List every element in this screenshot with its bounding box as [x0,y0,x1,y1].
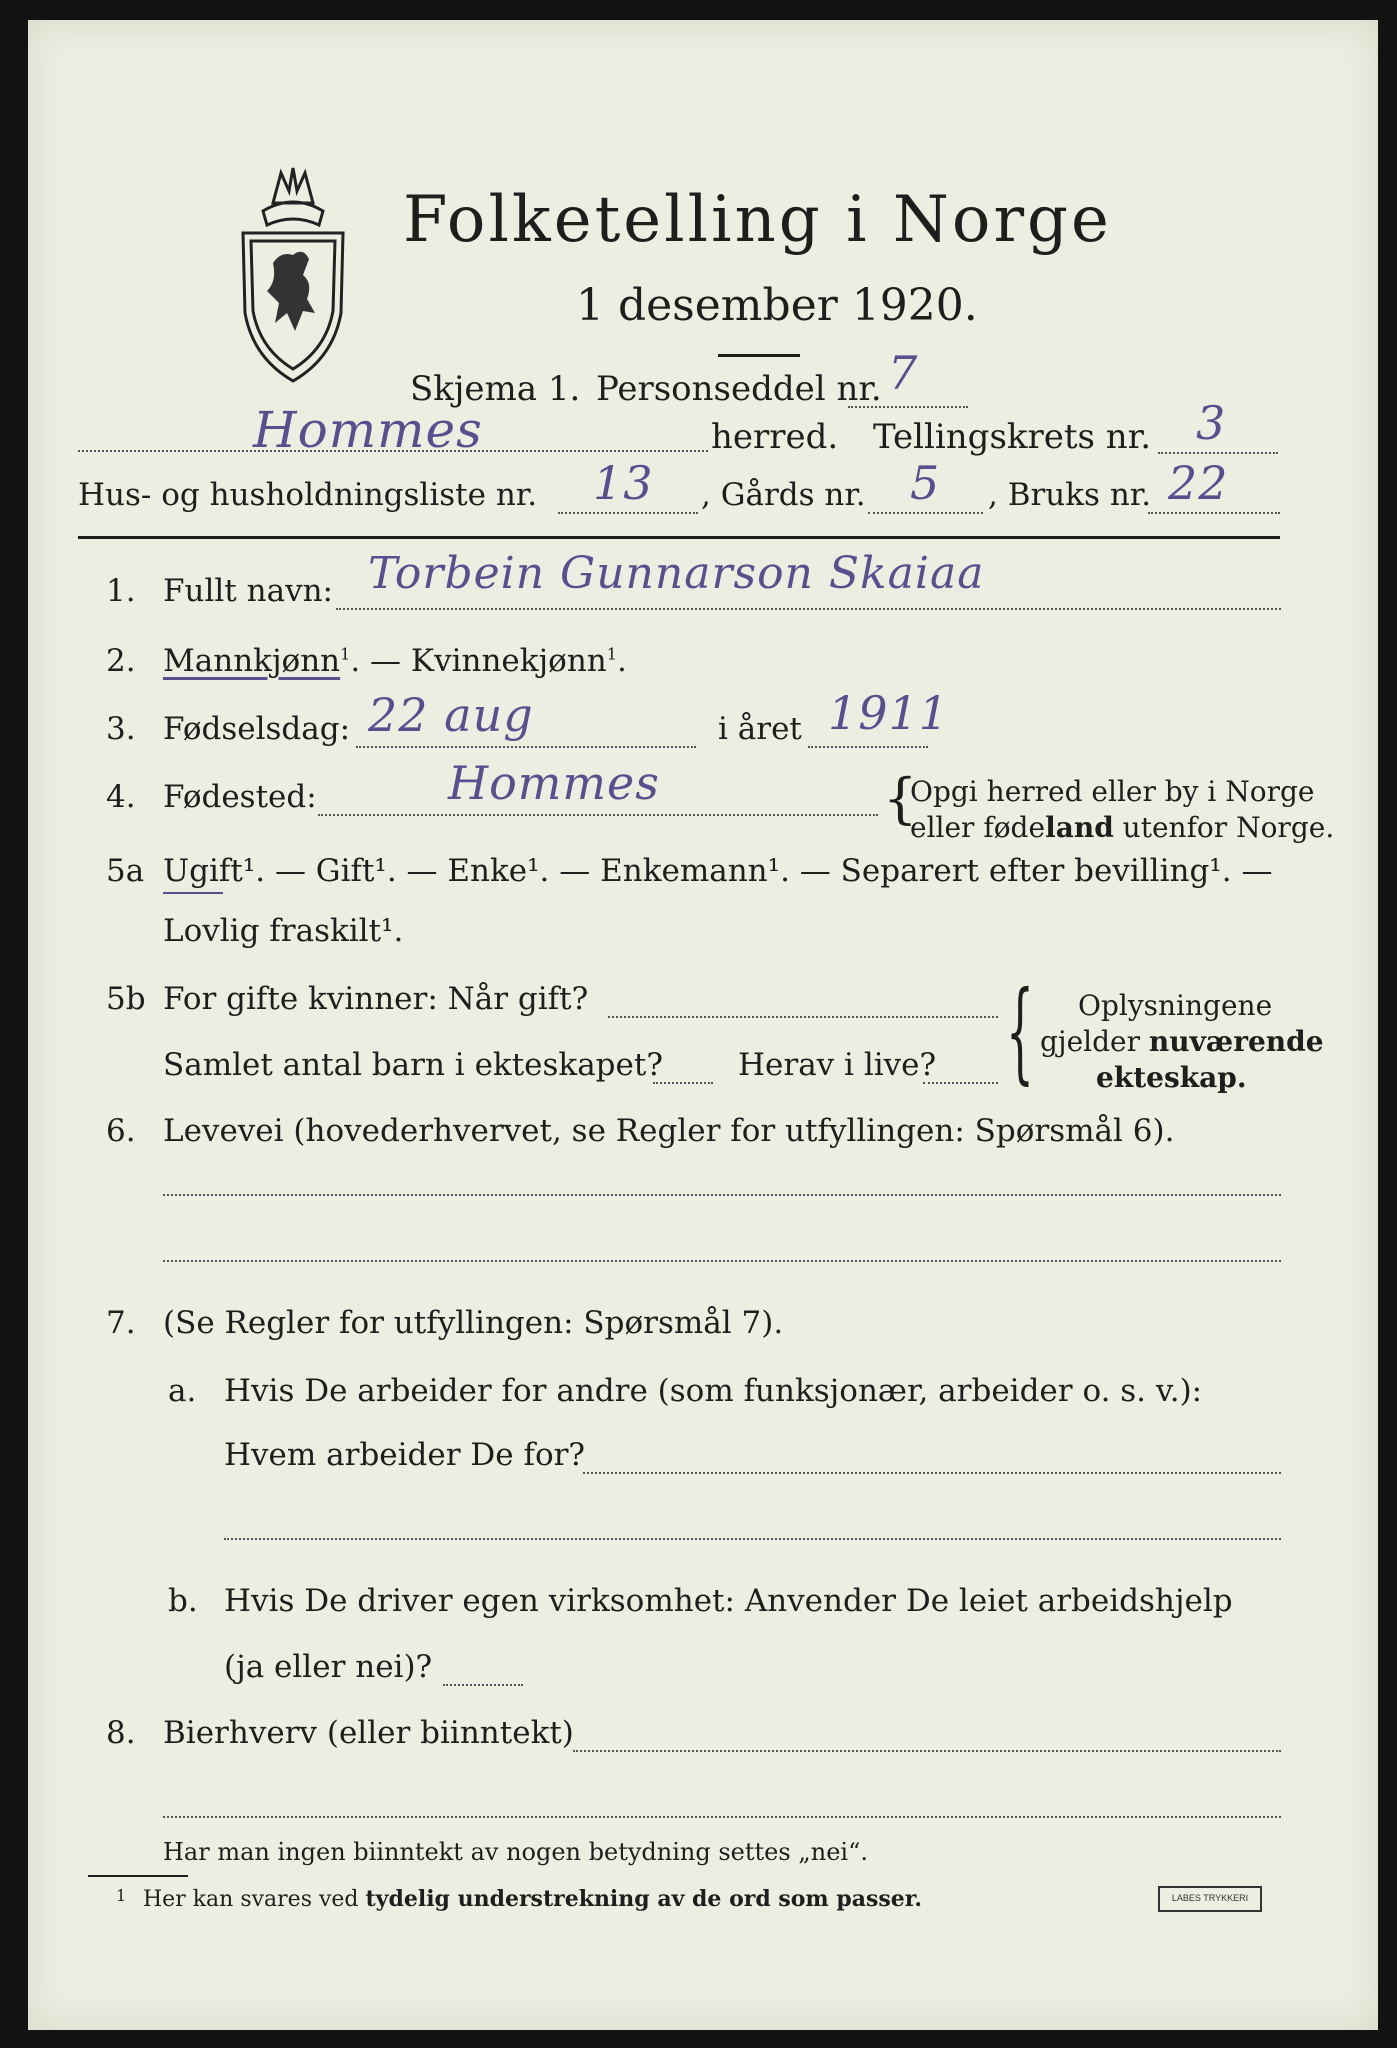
q2-number: 2. [106,643,136,679]
q5b-note2b: nuværende [1148,1025,1324,1058]
q5b-children-line [653,1082,713,1084]
q2-options: Mannkjønn$^1$. — Kvinnekjønn$^1$. [163,643,627,679]
husholdningsliste-label: Hus- og husholdningsliste nr. [78,477,538,513]
husholdningsliste-value[interactable]: 13 [593,456,654,510]
q5b-alive-line [923,1082,998,1084]
q6-number: 6. [106,1113,136,1149]
q7b-number: b. [168,1583,198,1619]
q2-female-option[interactable]: Kvinnekjønn [410,643,607,679]
q6-line2 [163,1260,1281,1262]
q5a-options[interactable]: Ugift¹. — Gift¹. — Enke¹. — Enkemann¹. — Separert efter bevilling¹. — [163,853,1273,889]
q5b-note-brace: { [1006,967,1034,1095]
bruks-line [1148,512,1280,514]
footnote-mark: 1 [116,1886,127,1905]
q7a-answer-line1 [583,1472,1281,1474]
personseddel-line [848,406,968,408]
q5a-ugift-underline [163,892,223,894]
gards-value[interactable]: 5 [910,456,941,510]
q3-number: 3. [106,711,136,747]
schema-label: Skjema 1. [410,369,581,409]
herred-value[interactable]: Hommes [253,401,483,459]
q5b-note-line2 [1040,1025,1324,1058]
q4-number: 4. [106,779,136,815]
q7a-line2: Hvem arbeider De for? [224,1437,586,1473]
q1-number: 1. [106,573,136,609]
q5a-line2[interactable]: Lovlig fraskilt¹. [163,913,404,949]
herred-label: herred. [711,417,839,457]
q6-line1 [163,1194,1281,1196]
q6-label: Levevei (hovederhvervet, se Regler for utfyllingen: Spørsmål 6). [163,1113,1175,1149]
q4-label: Fødested: [163,779,317,815]
census-form-sheet [28,20,1378,2030]
q4-note-c: utenfor Norge. [1113,811,1335,844]
bruks-value[interactable]: 22 [1168,456,1229,510]
q3-year-label: i året [718,711,802,747]
q2-male-option[interactable]: Mannkjønn [163,643,341,679]
bruks-label: , Bruks nr. [988,477,1152,513]
gards-line [868,512,983,514]
q5b-married-line [608,1016,998,1018]
q5b-line1: For gifte kvinner: Når gift? [163,981,589,1017]
q5b-note-line3: ekteskap. [1096,1061,1247,1094]
title-divider [718,354,800,357]
q1-full-name-value[interactable]: Torbein Gunnarson Skaiaa [368,548,985,599]
q5b-note2a: gjelder [1040,1025,1149,1058]
q7a-number: a. [168,1373,197,1409]
q7-number: 7. [106,1305,136,1341]
q4-line [318,814,878,816]
norwegian-coat-of-arms-icon [233,163,353,388]
q7b-line1: Hvis De driver egen virksomhet: Anvender De leiet arbeidshjelp [224,1583,1233,1619]
q8-answer-line1 [573,1750,1281,1752]
q4-note-b: land [1045,811,1114,844]
q5a-number: 5a [106,853,145,889]
footnote-divider [88,1875,188,1877]
q8-note: Har man ingen biinntekt av nogen betydning settes „nei“. [163,1838,868,1866]
footnote-text-a: Her kan svares ved [143,1887,366,1912]
q4-note-line1: Opgi herred eller by i Norge [910,775,1315,808]
q7b-line2: (ja eller nei)? [224,1649,433,1685]
q3-year-value[interactable]: 1911 [828,686,950,740]
tellingskrets-value[interactable]: 3 [1196,396,1227,450]
q7a-answer-line2 [224,1538,1281,1540]
q4-note-line2 [910,811,1335,844]
tellingskrets-label: Tellingskrets nr. [873,417,1152,457]
q3-birthday-line [356,746,696,748]
printer-stamp: LABES TRYKKERI [1158,1886,1262,1912]
header-divider [78,536,1280,539]
personseddel-label: Personseddel nr. [596,369,882,409]
gards-label: , Gårds nr. [701,477,866,513]
q5b-note-line1: Oplysningene [1078,989,1273,1022]
q5b-line2a: Samlet antal barn i ekteskapet? [163,1047,663,1083]
q2-end: . [616,643,627,679]
q8-answer-line2 [163,1816,1281,1818]
form-title: Folketelling i Norge [403,183,1112,257]
q3-year-line [808,746,928,748]
q4-birthplace-value[interactable]: Hommes [448,756,660,810]
q4-note-a: eller føde [910,811,1046,844]
q1-label: Fullt navn: [163,573,333,609]
husholdningsliste-line [558,512,698,514]
q3-label: Fødselsdag: [163,711,351,747]
q7-label: (Se Regler for utfyllingen: Spørsmål 7). [163,1305,784,1341]
q8-number: 8. [106,1715,136,1751]
footnote-text [143,1888,922,1911]
tellingskrets-line [1158,452,1278,454]
q5b-number: 5b [106,981,146,1017]
personseddel-value[interactable]: 7 [888,346,919,400]
q2-separator: . — [350,643,411,679]
q7b-answer-line [443,1684,523,1686]
q4-note-brace: { [883,767,918,830]
q5b-line2b: Herav i live? [738,1047,937,1083]
census-date: 1 desember 1920. [576,280,978,331]
q7a-line1: Hvis De arbeider for andre (som funksjonær, arbeider o. s. v.): [224,1373,1203,1409]
q1-line [336,608,1281,610]
footnote-text-b: tydelig understrekning av de ord som passer. [365,1886,923,1912]
q3-birthday-value[interactable]: 22 aug [368,688,534,742]
q8-label: Bierhverv (eller biinntekt) [163,1715,574,1751]
